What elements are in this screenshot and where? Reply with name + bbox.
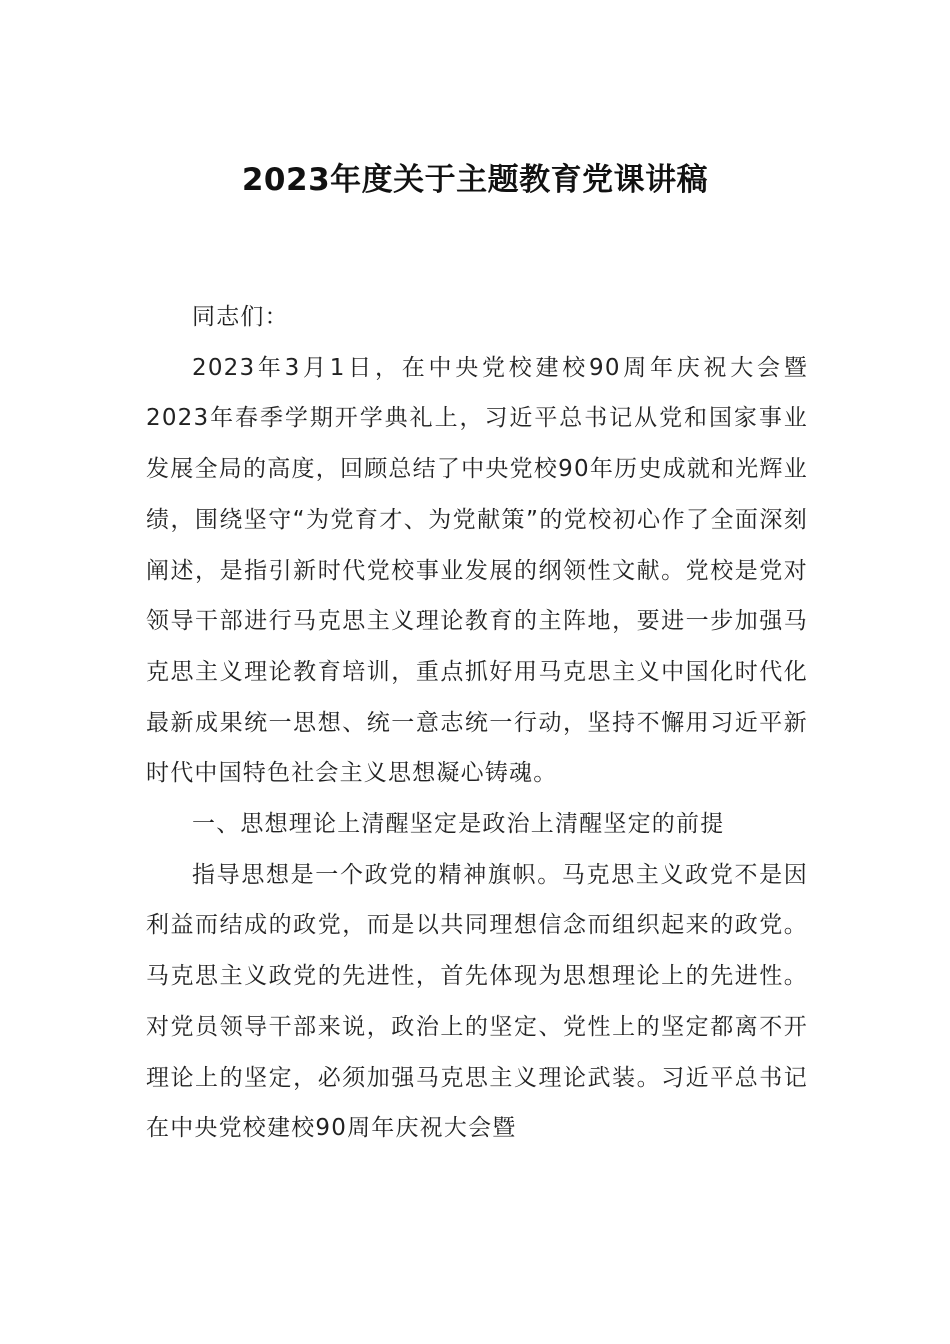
body-paragraph: 2023年3月1日，在中央党校建校90周年庆祝大会暨2023年春季学期开学典礼上，习近平总书记从党和国家事业发展全局的高度，回顾总结了中央党校90年历史成就和光辉业绩，围绕坚守“为党育才、为党献策”的党校初心作了全面深刻阐述，是指引新时代党校事业发展的纲领性文献。党校是党对领导干部进行马克思主义理论教育的主阵地，要进一步加强马克思主义理论教育培训，重点抓好用马克思主义中国化时代化最新成果统一思想、统一意志统一行动，坚持不懈用习近平新时代中国特色社会主义思想凝心铸魂。 <box>146 354 808 787</box>
document-body <box>146 292 808 1154</box>
section-heading: 一、思想理论上清醒坚定是政治上清醒坚定的前提 <box>192 811 725 838</box>
document-title: 2023年度关于主题教育党课讲稿 <box>241 162 709 198</box>
salutation-paragraph: 同志们： <box>192 304 289 330</box>
body-paragraph: 指导思想是一个政党的精神旗帜。马克思主义政党不是因利益而结成的政党，而是以共同理想信念而组织起来的政党。马克思主义政党的先进性，首先体现为思想理论上的先进性。对党员领导干部来说，政治上的坚定、党性上的坚定都离不开理论上的坚定，必须加强马克思主义理论武装。习近平总书记在中央党校建校90周年庆祝大会暨 <box>146 861 808 1142</box>
